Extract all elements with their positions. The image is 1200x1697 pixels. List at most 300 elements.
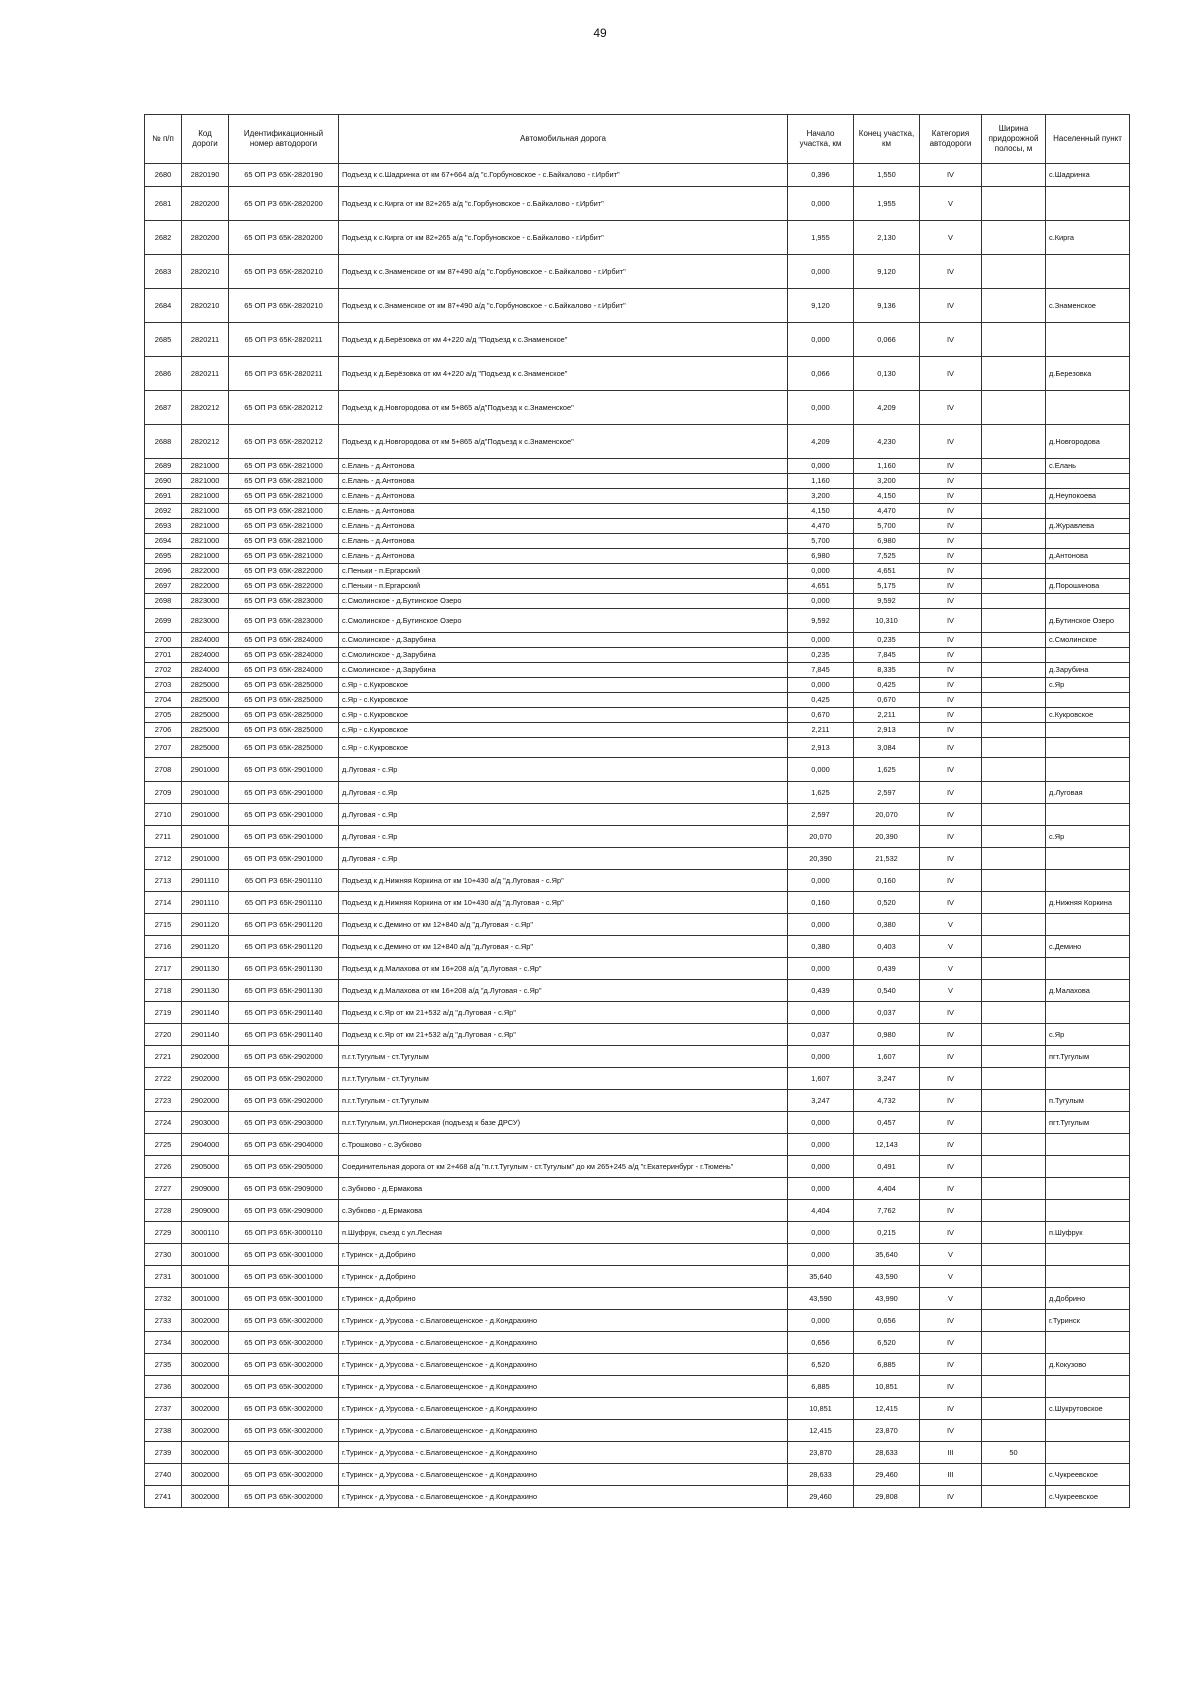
- road-id: 65 ОП РЗ 65К-2824000: [229, 663, 339, 678]
- start-km: 4,651: [788, 579, 854, 594]
- settlement: [1046, 693, 1130, 708]
- end-km: 7,525: [854, 549, 920, 564]
- row-number: 2717: [145, 958, 182, 980]
- road-code: 2902000: [182, 1068, 229, 1090]
- end-km: 0,235: [854, 633, 920, 648]
- road-code: 2901130: [182, 958, 229, 980]
- start-km: 0,000: [788, 678, 854, 693]
- row-number: 2715: [145, 914, 182, 936]
- start-km: 0,000: [788, 1046, 854, 1068]
- road-name: Подъезд к с.Кирга от км 82+265 а/д "с.Горбуновское - с.Байкалово - г.Ирбит": [339, 221, 788, 255]
- start-km: 0,000: [788, 914, 854, 936]
- road-code: 3001000: [182, 1266, 229, 1288]
- row-number: 2729: [145, 1222, 182, 1244]
- road-name: п.г.т.Тугулым - ст.Тугулым: [339, 1090, 788, 1112]
- start-km: 0,000: [788, 1222, 854, 1244]
- roadside-width: [982, 758, 1046, 782]
- start-km: 35,640: [788, 1266, 854, 1288]
- road-id: 65 ОП РЗ 65К-2822000: [229, 579, 339, 594]
- start-km: 2,211: [788, 723, 854, 738]
- row-number: 2681: [145, 187, 182, 221]
- table-row: [145, 1024, 1130, 1046]
- settlement: [1046, 594, 1130, 609]
- road-category: V: [920, 980, 982, 1002]
- road-code: 2820211: [182, 323, 229, 357]
- settlement: д.Луговая: [1046, 782, 1130, 804]
- table-row: [145, 826, 1130, 848]
- table-row: [145, 693, 1130, 708]
- end-km: 3,200: [854, 474, 920, 489]
- roadside-width: [982, 1266, 1046, 1288]
- road-category: V: [920, 221, 982, 255]
- end-km: 2,211: [854, 708, 920, 723]
- road-id: 65 ОП РЗ 65К-2820210: [229, 289, 339, 323]
- start-km: 12,415: [788, 1420, 854, 1442]
- road-category: IV: [920, 1200, 982, 1222]
- road-id: 65 ОП РЗ 65К-3002000: [229, 1310, 339, 1332]
- road-category: IV: [920, 663, 982, 678]
- road-name: с.Смолинское - д.Зарубина: [339, 633, 788, 648]
- roadside-width: [982, 723, 1046, 738]
- settlement: [1046, 504, 1130, 519]
- start-km: 0,000: [788, 1112, 854, 1134]
- road-id: 65 ОП РЗ 65К-3002000: [229, 1464, 339, 1486]
- end-km: 0,130: [854, 357, 920, 391]
- road-category: IV: [920, 1090, 982, 1112]
- start-km: 0,000: [788, 459, 854, 474]
- settlement: [1046, 534, 1130, 549]
- table-row: [145, 534, 1130, 549]
- road-code: 2821000: [182, 519, 229, 534]
- road-category: V: [920, 936, 982, 958]
- start-km: 0,656: [788, 1332, 854, 1354]
- roadside-width: [982, 1068, 1046, 1090]
- row-number: 2705: [145, 708, 182, 723]
- start-km: 23,870: [788, 1442, 854, 1464]
- row-number: 2711: [145, 826, 182, 848]
- settlement: с.Шукрутовское: [1046, 1398, 1130, 1420]
- road-name: г.Туринск - д.Урусова - с.Благовещенское - д.Кондрахино: [339, 1442, 788, 1464]
- road-name: д.Луговая - с.Яр: [339, 782, 788, 804]
- road-id: 65 ОП РЗ 65К-2909000: [229, 1200, 339, 1222]
- road-code: 2822000: [182, 579, 229, 594]
- settlement: [1046, 870, 1130, 892]
- row-number: 2727: [145, 1178, 182, 1200]
- roadside-width: [982, 549, 1046, 564]
- settlement: [1046, 723, 1130, 738]
- settlement: [1046, 1266, 1130, 1288]
- settlement: [1046, 323, 1130, 357]
- table-row: [145, 1288, 1130, 1310]
- settlement: [1046, 648, 1130, 663]
- road-code: 3002000: [182, 1464, 229, 1486]
- row-number: 2714: [145, 892, 182, 914]
- table-row: [145, 579, 1130, 594]
- start-km: 9,592: [788, 609, 854, 633]
- end-km: 0,380: [854, 914, 920, 936]
- road-category: IV: [920, 1002, 982, 1024]
- road-id: 65 ОП РЗ 65К-2902000: [229, 1090, 339, 1112]
- start-km: 0,000: [788, 1134, 854, 1156]
- road-category: IV: [920, 870, 982, 892]
- settlement: с.Кукровское: [1046, 708, 1130, 723]
- settlement: д.Кокузово: [1046, 1354, 1130, 1376]
- end-km: 12,415: [854, 1398, 920, 1420]
- end-km: 9,120: [854, 255, 920, 289]
- road-category: IV: [920, 758, 982, 782]
- row-number: 2682: [145, 221, 182, 255]
- table-row: [145, 1002, 1130, 1024]
- road-name: с.Зубково - д.Ермакова: [339, 1178, 788, 1200]
- road-id: 65 ОП РЗ 65К-2902000: [229, 1068, 339, 1090]
- roadside-width: [982, 1002, 1046, 1024]
- row-number: 2689: [145, 459, 182, 474]
- table-row: [145, 323, 1130, 357]
- roadside-width: [982, 1178, 1046, 1200]
- road-category: IV: [920, 1156, 982, 1178]
- end-km: 7,845: [854, 648, 920, 663]
- table-row: [145, 1090, 1130, 1112]
- roadside-width: [982, 633, 1046, 648]
- end-km: 2,597: [854, 782, 920, 804]
- roadside-width: [982, 1354, 1046, 1376]
- end-km: 4,651: [854, 564, 920, 579]
- road-code: 3002000: [182, 1442, 229, 1464]
- road-code: 2820190: [182, 164, 229, 187]
- table-row: [145, 1398, 1130, 1420]
- road-id: 65 ОП РЗ 65К-2825000: [229, 738, 339, 758]
- road-category: IV: [920, 489, 982, 504]
- start-km: 43,590: [788, 1288, 854, 1310]
- header-number: № п/п: [145, 115, 182, 164]
- row-number: 2684: [145, 289, 182, 323]
- table-row: [145, 1156, 1130, 1178]
- roadside-width: [982, 1376, 1046, 1398]
- settlement: д.Порошинова: [1046, 579, 1130, 594]
- end-km: 1,550: [854, 164, 920, 187]
- end-km: 7,762: [854, 1200, 920, 1222]
- road-category: IV: [920, 1112, 982, 1134]
- road-code: 3002000: [182, 1332, 229, 1354]
- roads-table: [144, 114, 1130, 1508]
- table-row: [145, 914, 1130, 936]
- row-number: 2725: [145, 1134, 182, 1156]
- road-category: IV: [920, 1046, 982, 1068]
- settlement: [1046, 1376, 1130, 1398]
- road-name: г.Туринск - д.Урусова - с.Благовещенское - д.Кондрахино: [339, 1354, 788, 1376]
- road-category: IV: [920, 289, 982, 323]
- road-category: IV: [920, 826, 982, 848]
- road-category: IV: [920, 892, 982, 914]
- roadside-width: [982, 1420, 1046, 1442]
- start-km: 9,120: [788, 289, 854, 323]
- road-code: 3002000: [182, 1354, 229, 1376]
- road-name: г.Туринск - д.Урусова - с.Благовещенское - д.Кондрахино: [339, 1486, 788, 1508]
- row-number: 2719: [145, 1002, 182, 1024]
- row-number: 2685: [145, 323, 182, 357]
- road-name: с.Смолинское - д.Зарубина: [339, 663, 788, 678]
- roadside-width: [982, 609, 1046, 633]
- road-name: с.Яр - с.Кукровское: [339, 693, 788, 708]
- road-category: IV: [920, 1178, 982, 1200]
- settlement: с.Яр: [1046, 1024, 1130, 1046]
- road-category: IV: [920, 425, 982, 459]
- table-row: [145, 958, 1130, 980]
- start-km: 6,980: [788, 549, 854, 564]
- roadside-width: [982, 594, 1046, 609]
- road-code: 3002000: [182, 1420, 229, 1442]
- road-name: с.Елань - д.Антонова: [339, 474, 788, 489]
- row-number: 2709: [145, 782, 182, 804]
- road-name: д.Луговая - с.Яр: [339, 848, 788, 870]
- road-name: Соединительная дорога от км 2+468 а/д "п.г.т.Тугулым - ст.Тугулым" до км 265+245 а/д "г.Екатеринбург - г.Тюмень": [339, 1156, 788, 1178]
- settlement: д.Бутинское Озеро: [1046, 609, 1130, 633]
- end-km: 4,150: [854, 489, 920, 504]
- table-row: [145, 357, 1130, 391]
- road-name: д.Луговая - с.Яр: [339, 826, 788, 848]
- start-km: 0,000: [788, 1244, 854, 1266]
- roadside-width: [982, 804, 1046, 826]
- table-row: [145, 1222, 1130, 1244]
- roadside-width: [982, 489, 1046, 504]
- road-id: 65 ОП РЗ 65К-3001000: [229, 1266, 339, 1288]
- roadside-width: [982, 1310, 1046, 1332]
- settlement: [1046, 1156, 1130, 1178]
- roadside-width: [982, 663, 1046, 678]
- start-km: 20,070: [788, 826, 854, 848]
- start-km: 6,885: [788, 1376, 854, 1398]
- road-code: 2909000: [182, 1200, 229, 1222]
- table-row: [145, 1134, 1130, 1156]
- road-category: V: [920, 1244, 982, 1266]
- settlement: [1046, 1134, 1130, 1156]
- road-code: 2902000: [182, 1090, 229, 1112]
- road-code: 2820211: [182, 357, 229, 391]
- start-km: 0,425: [788, 693, 854, 708]
- road-category: IV: [920, 323, 982, 357]
- table-row: [145, 848, 1130, 870]
- settlement: [1046, 474, 1130, 489]
- road-category: IV: [920, 549, 982, 564]
- settlement: с.Яр: [1046, 678, 1130, 693]
- table-row: [145, 980, 1130, 1002]
- table-row: [145, 648, 1130, 663]
- row-number: 2695: [145, 549, 182, 564]
- page-number: 49: [593, 26, 607, 40]
- table-row: [145, 474, 1130, 489]
- settlement: с.Шадринка: [1046, 164, 1130, 187]
- row-number: 2708: [145, 758, 182, 782]
- road-id: 65 ОП РЗ 65К-2821000: [229, 534, 339, 549]
- start-km: 0,160: [788, 892, 854, 914]
- end-km: 9,136: [854, 289, 920, 323]
- end-km: 0,656: [854, 1310, 920, 1332]
- roadside-width: [982, 738, 1046, 758]
- end-km: 29,808: [854, 1486, 920, 1508]
- end-km: 0,425: [854, 678, 920, 693]
- start-km: 4,150: [788, 504, 854, 519]
- row-number: 2728: [145, 1200, 182, 1222]
- road-category: IV: [920, 594, 982, 609]
- row-number: 2693: [145, 519, 182, 534]
- road-id: 65 ОП РЗ 65К-2905000: [229, 1156, 339, 1178]
- roadside-width: [982, 1464, 1046, 1486]
- road-id: 65 ОП РЗ 65К-2820190: [229, 164, 339, 187]
- road-code: 2823000: [182, 609, 229, 633]
- road-category: IV: [920, 474, 982, 489]
- table-row: [145, 1112, 1130, 1134]
- settlement: с.Кирга: [1046, 221, 1130, 255]
- table-row: [145, 289, 1130, 323]
- settlement: [1046, 1178, 1130, 1200]
- settlement: д.Добрино: [1046, 1288, 1130, 1310]
- table-row: [145, 564, 1130, 579]
- road-id: 65 ОП РЗ 65К-2902000: [229, 1046, 339, 1068]
- roadside-width: [982, 826, 1046, 848]
- road-name: г.Туринск - д.Урусова - с.Благовещенское - д.Кондрахино: [339, 1376, 788, 1398]
- end-km: 3,084: [854, 738, 920, 758]
- end-km: 0,403: [854, 936, 920, 958]
- road-code: 2903000: [182, 1112, 229, 1134]
- settlement: с.Демино: [1046, 936, 1130, 958]
- row-number: 2724: [145, 1112, 182, 1134]
- roadside-width: [982, 1398, 1046, 1420]
- row-number: 2691: [145, 489, 182, 504]
- road-id: 65 ОП РЗ 65К-2909000: [229, 1178, 339, 1200]
- table-row: [145, 164, 1130, 187]
- roadside-width: [982, 164, 1046, 187]
- roadside-width: [982, 459, 1046, 474]
- end-km: 2,130: [854, 221, 920, 255]
- row-number: 2739: [145, 1442, 182, 1464]
- end-km: 4,404: [854, 1178, 920, 1200]
- road-name: д.Луговая - с.Яр: [339, 804, 788, 826]
- start-km: 0,066: [788, 357, 854, 391]
- row-number: 2733: [145, 1310, 182, 1332]
- road-name: с.Елань - д.Антонова: [339, 519, 788, 534]
- row-number: 2706: [145, 723, 182, 738]
- road-code: 2820200: [182, 221, 229, 255]
- end-km: 1,160: [854, 459, 920, 474]
- table-row: [145, 489, 1130, 504]
- road-id: 65 ОП РЗ 65К-2820211: [229, 357, 339, 391]
- settlement: [1046, 564, 1130, 579]
- settlement: [1046, 1200, 1130, 1222]
- road-category: IV: [920, 609, 982, 633]
- row-number: 2738: [145, 1420, 182, 1442]
- settlement: с.Елань: [1046, 459, 1130, 474]
- road-category: IV: [920, 1024, 982, 1046]
- road-name: д.Луговая - с.Яр: [339, 758, 788, 782]
- road-name: с.Елань - д.Антонова: [339, 504, 788, 519]
- road-name: с.Пеньки - п.Ергарский: [339, 564, 788, 579]
- road-name: Подъезд к д.Новгородова от км 5+865 а/д"Подъезд к с.Знаменское": [339, 391, 788, 425]
- road-category: IV: [920, 1332, 982, 1354]
- end-km: 2,913: [854, 723, 920, 738]
- table-row: [145, 1442, 1130, 1464]
- road-name: п.Шуфрук, съезд с ул.Лесная: [339, 1222, 788, 1244]
- road-code: 2825000: [182, 693, 229, 708]
- roadside-width: [982, 958, 1046, 980]
- road-id: 65 ОП РЗ 65К-3001000: [229, 1288, 339, 1310]
- road-code: 2820200: [182, 187, 229, 221]
- end-km: 1,955: [854, 187, 920, 221]
- road-id: 65 ОП РЗ 65К-2901120: [229, 914, 339, 936]
- road-code: 2821000: [182, 474, 229, 489]
- roadside-width: [982, 648, 1046, 663]
- settlement: д.Березовка: [1046, 357, 1130, 391]
- road-id: 65 ОП РЗ 65К-2822000: [229, 564, 339, 579]
- start-km: 0,037: [788, 1024, 854, 1046]
- row-number: 2735: [145, 1354, 182, 1376]
- row-number: 2696: [145, 564, 182, 579]
- road-category: IV: [920, 848, 982, 870]
- table-row: [145, 936, 1130, 958]
- settlement: г.Туринск: [1046, 1310, 1130, 1332]
- road-code: 3002000: [182, 1310, 229, 1332]
- start-km: 28,633: [788, 1464, 854, 1486]
- table-row: [145, 609, 1130, 633]
- road-category: IV: [920, 1376, 982, 1398]
- roadside-width: [982, 708, 1046, 723]
- road-category: IV: [920, 1354, 982, 1376]
- road-code: 2901140: [182, 1002, 229, 1024]
- end-km: 0,439: [854, 958, 920, 980]
- road-id: 65 ОП РЗ 65К-2821000: [229, 459, 339, 474]
- settlement: [1046, 1002, 1130, 1024]
- end-km: 0,160: [854, 870, 920, 892]
- roadside-width: [982, 870, 1046, 892]
- road-category: IV: [920, 357, 982, 391]
- road-id: 65 ОП РЗ 65К-3002000: [229, 1332, 339, 1354]
- table-row: [145, 1420, 1130, 1442]
- end-km: 4,732: [854, 1090, 920, 1112]
- road-name: Подъезд к с.Знаменское от км 87+490 а/д "с.Горбуновское - с.Байкалово - г.Ирбит": [339, 289, 788, 323]
- roadside-width: [982, 892, 1046, 914]
- row-number: 2722: [145, 1068, 182, 1090]
- row-number: 2726: [145, 1156, 182, 1178]
- roadside-width: [982, 1486, 1046, 1508]
- start-km: 0,439: [788, 980, 854, 1002]
- road-name: Подъезд к с.Кирга от км 82+265 а/д "с.Горбуновское - с.Байкалово - г.Ирбит": [339, 187, 788, 221]
- road-category: IV: [920, 782, 982, 804]
- roadside-width: [982, 1288, 1046, 1310]
- road-name: Подъезд к д.Малахова от км 16+208 а/д "д.Луговая - с.Яр": [339, 958, 788, 980]
- road-name: с.Пеньки - п.Ергарский: [339, 579, 788, 594]
- row-number: 2732: [145, 1288, 182, 1310]
- settlement: [1046, 758, 1130, 782]
- road-category: IV: [920, 1310, 982, 1332]
- road-category: IV: [920, 1068, 982, 1090]
- road-code: 3000110: [182, 1222, 229, 1244]
- road-category: IV: [920, 1134, 982, 1156]
- road-id: 65 ОП РЗ 65К-3002000: [229, 1398, 339, 1420]
- row-number: 2736: [145, 1376, 182, 1398]
- road-name: с.Смолинское - д.Зарубина: [339, 648, 788, 663]
- settlement: [1046, 738, 1130, 758]
- table-row: [145, 1178, 1130, 1200]
- table-row: [145, 255, 1130, 289]
- road-code: 2901120: [182, 914, 229, 936]
- end-km: 21,532: [854, 848, 920, 870]
- road-code: 2824000: [182, 648, 229, 663]
- header-roadside-width: Ширина придорожной полосы, м: [982, 115, 1046, 164]
- end-km: 6,980: [854, 534, 920, 549]
- end-km: 20,390: [854, 826, 920, 848]
- table-body: [145, 164, 1130, 1508]
- road-id: 65 ОП РЗ 65К-2821000: [229, 549, 339, 564]
- settlement: д.Журавлева: [1046, 519, 1130, 534]
